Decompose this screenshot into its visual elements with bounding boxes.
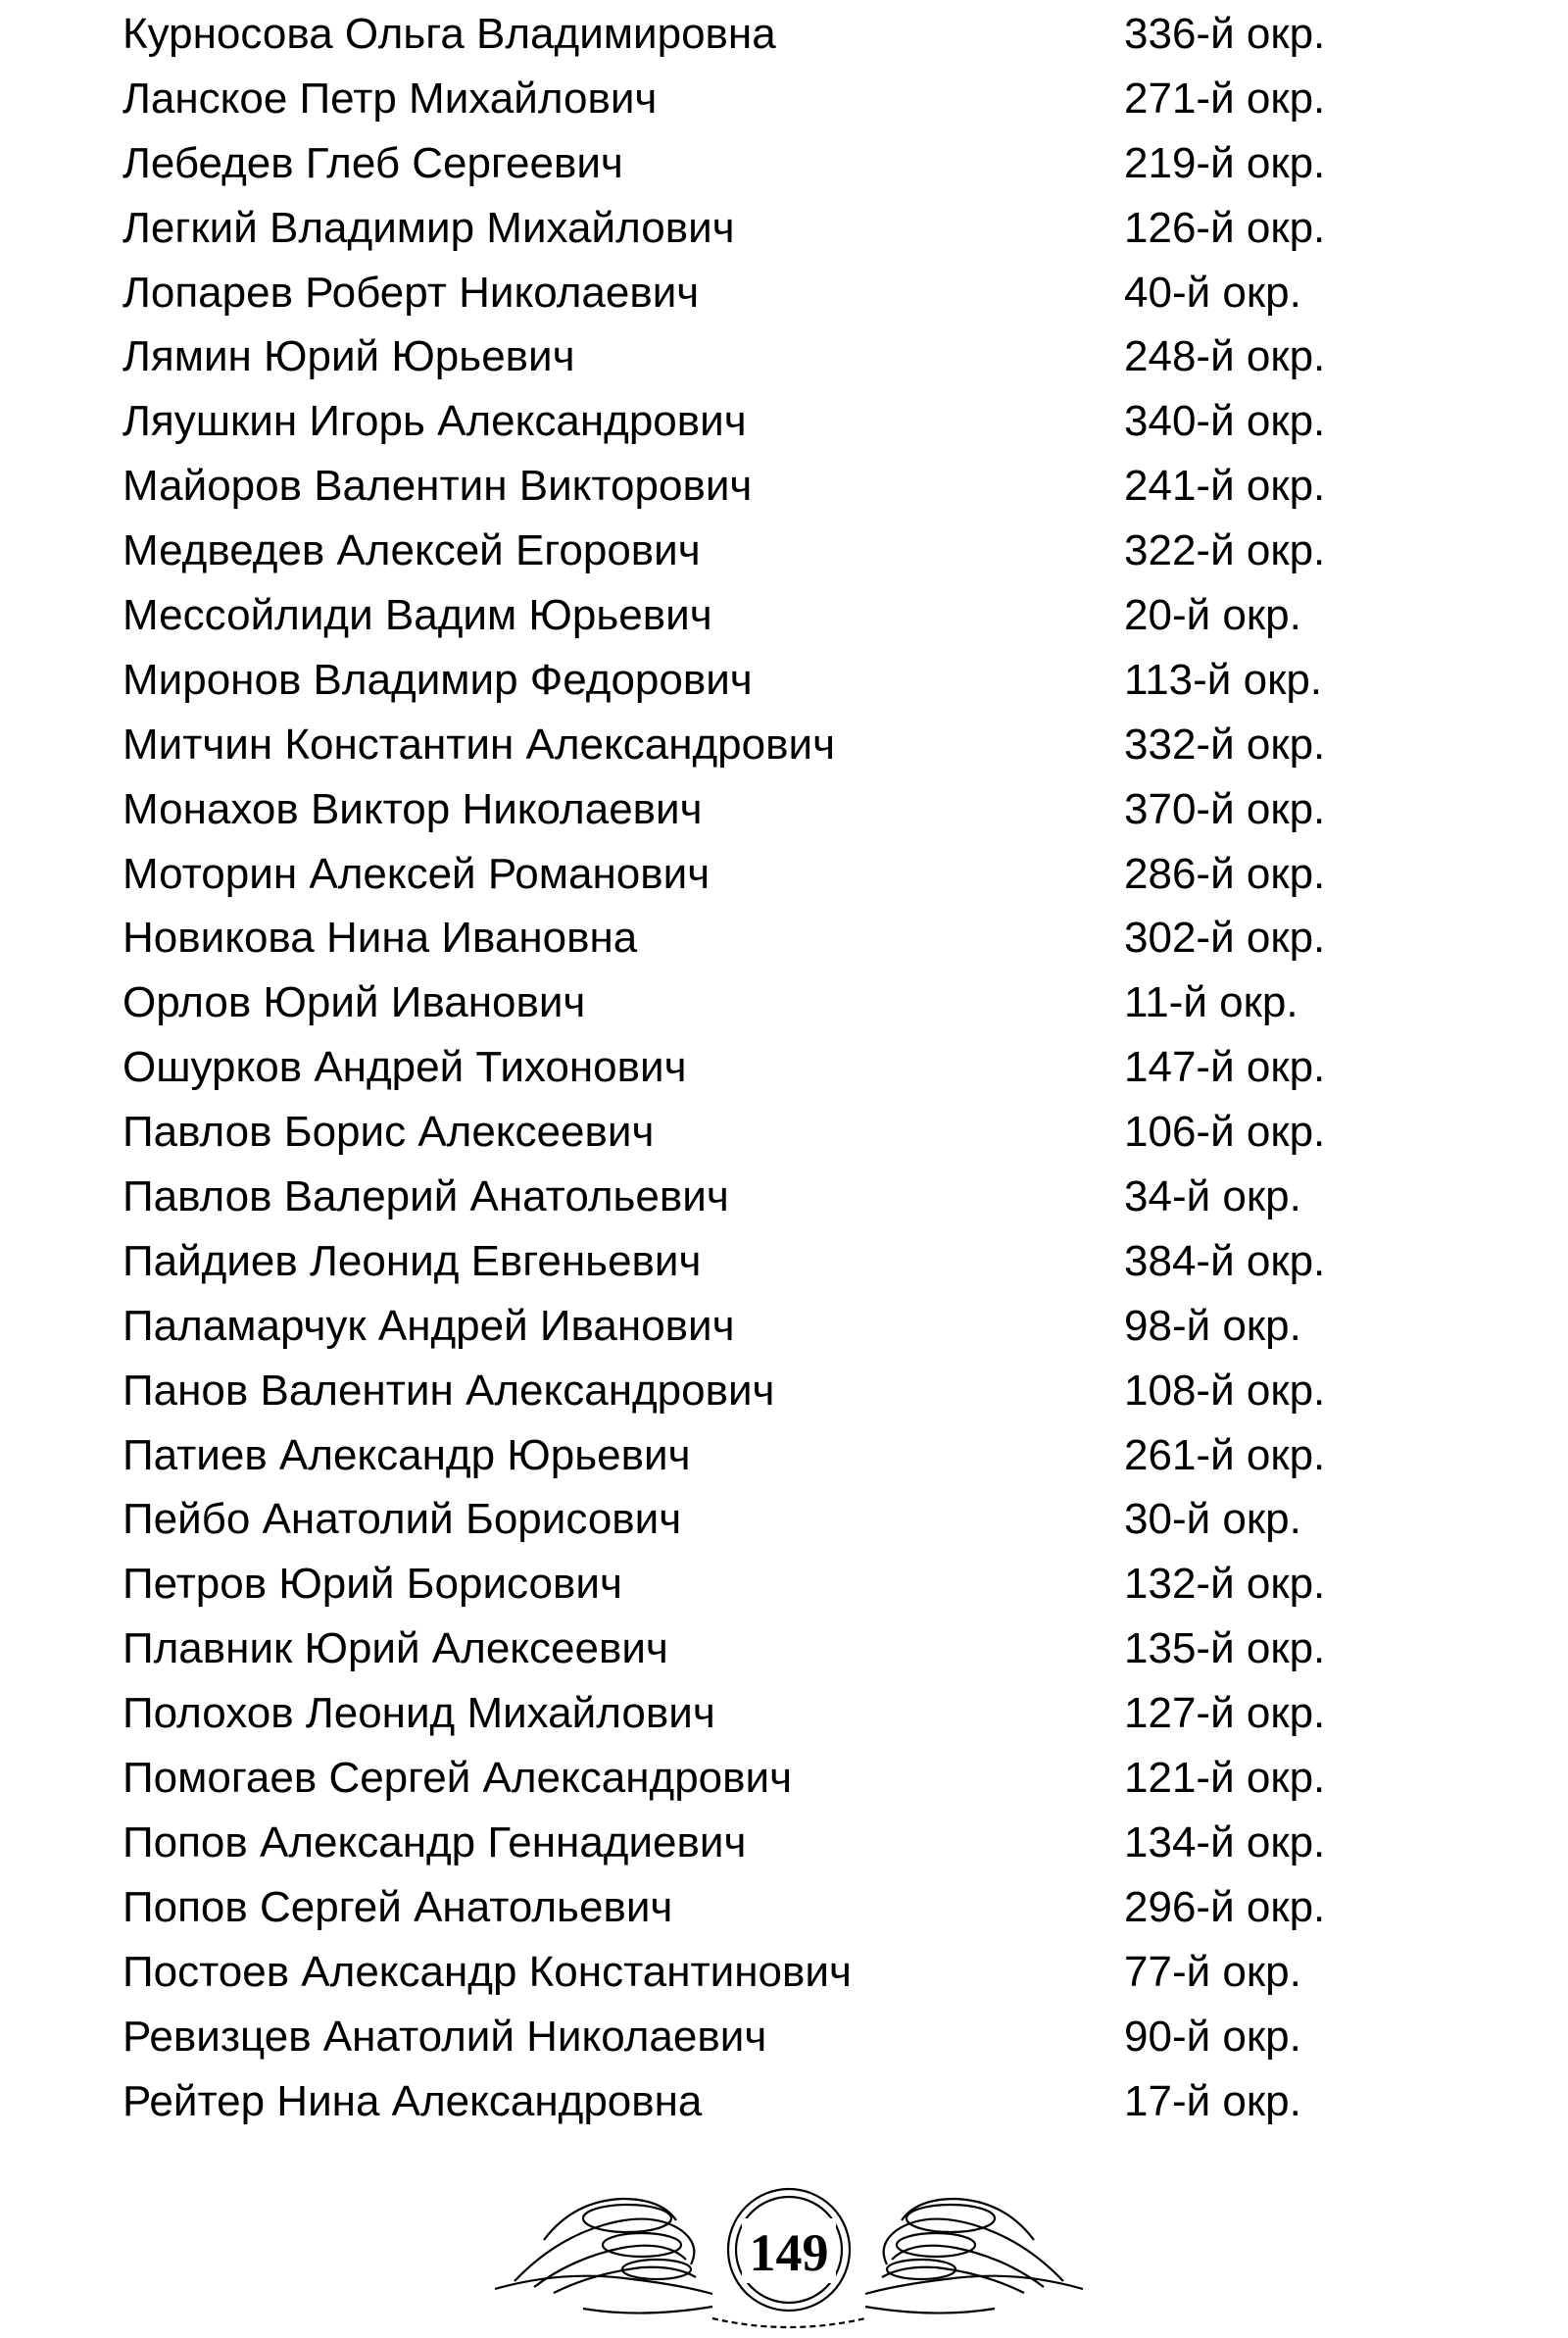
list-item	[0, 10, 1568, 75]
district-number: 322-й окр.	[1124, 526, 1326, 575]
district-number: 261-й окр.	[1124, 1430, 1326, 1479]
district-number: 127-й окр.	[1124, 1689, 1326, 1738]
district-number: 113-й окр.	[1124, 655, 1323, 704]
list-item	[0, 785, 1568, 850]
deputy-name: Ланское Петр Михайлович	[122, 74, 658, 123]
list-item	[0, 850, 1568, 915]
district-number: 126-й окр.	[1124, 203, 1326, 252]
district-number: 241-й окр.	[1124, 462, 1326, 511]
list-item	[0, 204, 1568, 269]
deputy-name: Лебедев Глеб Сергеевич	[122, 138, 623, 187]
deputy-name: Пейбо Анатолий Борисович	[122, 1495, 682, 1544]
district-number: 40-й окр.	[1124, 268, 1301, 317]
district-number: 121-й окр.	[1124, 1754, 1326, 1803]
deputy-name: Орлов Юрий Иванович	[122, 978, 586, 1027]
deputy-name: Петров Юрий Борисович	[122, 1560, 622, 1609]
district-number: 134-й окр.	[1124, 1817, 1326, 1866]
district-number: 248-й окр.	[1124, 332, 1326, 381]
page-number: 149	[749, 2223, 829, 2282]
list-item	[0, 75, 1568, 139]
list-item	[0, 656, 1568, 721]
list-item	[0, 1237, 1568, 1302]
list-item	[0, 1624, 1568, 1689]
deputy-name: Лямин Юрий Юрьевич	[122, 332, 575, 381]
list-item	[0, 1689, 1568, 1754]
district-number: 30-й окр.	[1124, 1495, 1301, 1544]
district-number: 271-й окр.	[1124, 74, 1326, 123]
deputy-name: Ляушкин Игорь Александрович	[122, 397, 747, 446]
list-item	[0, 978, 1568, 1043]
district-number: 77-й окр.	[1124, 1947, 1301, 1996]
list-item	[0, 1043, 1568, 1108]
deputy-name: Помогаев Сергей Александрович	[122, 1754, 793, 1803]
deputy-name: Панов Валентин Александрович	[122, 1366, 775, 1415]
deputy-name: Лопарев Роберт Николаевич	[122, 268, 700, 317]
deputy-name: Ошурков Андрей Тихонович	[122, 1043, 687, 1092]
district-number: 34-й окр.	[1124, 1172, 1301, 1221]
deputy-name: Паламарчук Андрей Иванович	[122, 1301, 735, 1350]
list-item	[0, 1560, 1568, 1624]
deputy-name: Попов Сергей Анатольевич	[122, 1882, 673, 1931]
district-number: 286-й окр.	[1124, 849, 1326, 898]
list-item	[0, 1367, 1568, 1431]
list-item	[0, 332, 1568, 397]
deputy-name: Постоев Александр Константинович	[122, 1947, 852, 1996]
deputy-name: Пайдиев Леонид Евгеньевич	[122, 1236, 702, 1285]
list-item	[0, 1172, 1568, 1237]
deputy-name: Рейтер Нина Александровна	[122, 2076, 703, 2125]
district-number: 219-й окр.	[1124, 138, 1326, 187]
deputy-name: Миронов Владимир Федорович	[122, 655, 753, 704]
deputy-name: Патиев Александр Юрьевич	[122, 1430, 691, 1479]
district-number: 336-й окр.	[1124, 10, 1326, 58]
deputy-name: Павлов Валерий Анатольевич	[122, 1172, 729, 1221]
district-number: 17-й окр.	[1124, 2076, 1301, 2125]
deputy-name: Моторин Алексей Романович	[122, 849, 710, 898]
district-number: 98-й окр.	[1124, 1301, 1301, 1350]
deputy-name: Полохов Леонид Михайлович	[122, 1689, 715, 1738]
list-item	[0, 269, 1568, 333]
deputy-name: Майоров Валентин Викторович	[122, 462, 753, 511]
deputy-name: Ревизцев Анатолий Николаевич	[122, 2012, 767, 2061]
deputy-name: Плавник Юрий Алексеевич	[122, 1624, 668, 1673]
list-item	[0, 1302, 1568, 1367]
list-item	[0, 1431, 1568, 1496]
district-number: 108-й окр.	[1124, 1366, 1326, 1415]
list-item	[0, 591, 1568, 656]
list-item	[0, 1108, 1568, 1172]
list-item	[0, 462, 1568, 526]
district-number: 106-й окр.	[1124, 1108, 1326, 1157]
deputy-name: Легкий Владимир Михайлович	[122, 203, 735, 252]
list-item	[0, 139, 1568, 204]
deputy-name: Новикова Нина Ивановна	[122, 914, 638, 963]
district-number: 11-й окр.	[1124, 978, 1298, 1027]
list-item	[0, 2013, 1568, 2077]
deputy-name: Курносова Ольга Владимировна	[122, 10, 776, 58]
district-number: 302-й окр.	[1124, 914, 1326, 963]
list-item	[0, 2077, 1568, 2142]
deputy-list	[0, 10, 1568, 2141]
list-item	[0, 914, 1568, 978]
list-item	[0, 1948, 1568, 2013]
list-item	[0, 526, 1568, 591]
deputy-name: Мессойлиди Вадим Юрьевич	[122, 591, 712, 640]
district-number: 370-й окр.	[1124, 784, 1326, 833]
district-number: 135-й окр.	[1124, 1624, 1326, 1673]
list-item	[0, 1818, 1568, 1883]
list-item	[0, 1754, 1568, 1818]
district-number: 296-й окр.	[1124, 1882, 1326, 1931]
district-number: 332-й окр.	[1124, 720, 1326, 769]
district-number: 90-й окр.	[1124, 2012, 1301, 2061]
deputy-name: Медведев Алексей Егорович	[122, 526, 701, 575]
list-item	[0, 1883, 1568, 1948]
district-number: 340-й окр.	[1124, 397, 1326, 446]
deputy-name: Митчин Константин Александрович	[122, 720, 835, 769]
deputy-name: Попов Александр Геннадиевич	[122, 1817, 747, 1866]
district-number: 132-й окр.	[1124, 1560, 1326, 1609]
district-number: 20-й окр.	[1124, 591, 1301, 640]
list-item	[0, 721, 1568, 785]
list-item	[0, 397, 1568, 462]
district-number: 384-й окр.	[1124, 1236, 1326, 1285]
deputy-name: Павлов Борис Алексеевич	[122, 1108, 655, 1157]
deputy-name: Монахов Виктор Николаевич	[122, 784, 703, 833]
district-number: 147-й окр.	[1124, 1043, 1326, 1092]
list-item	[0, 1495, 1568, 1560]
